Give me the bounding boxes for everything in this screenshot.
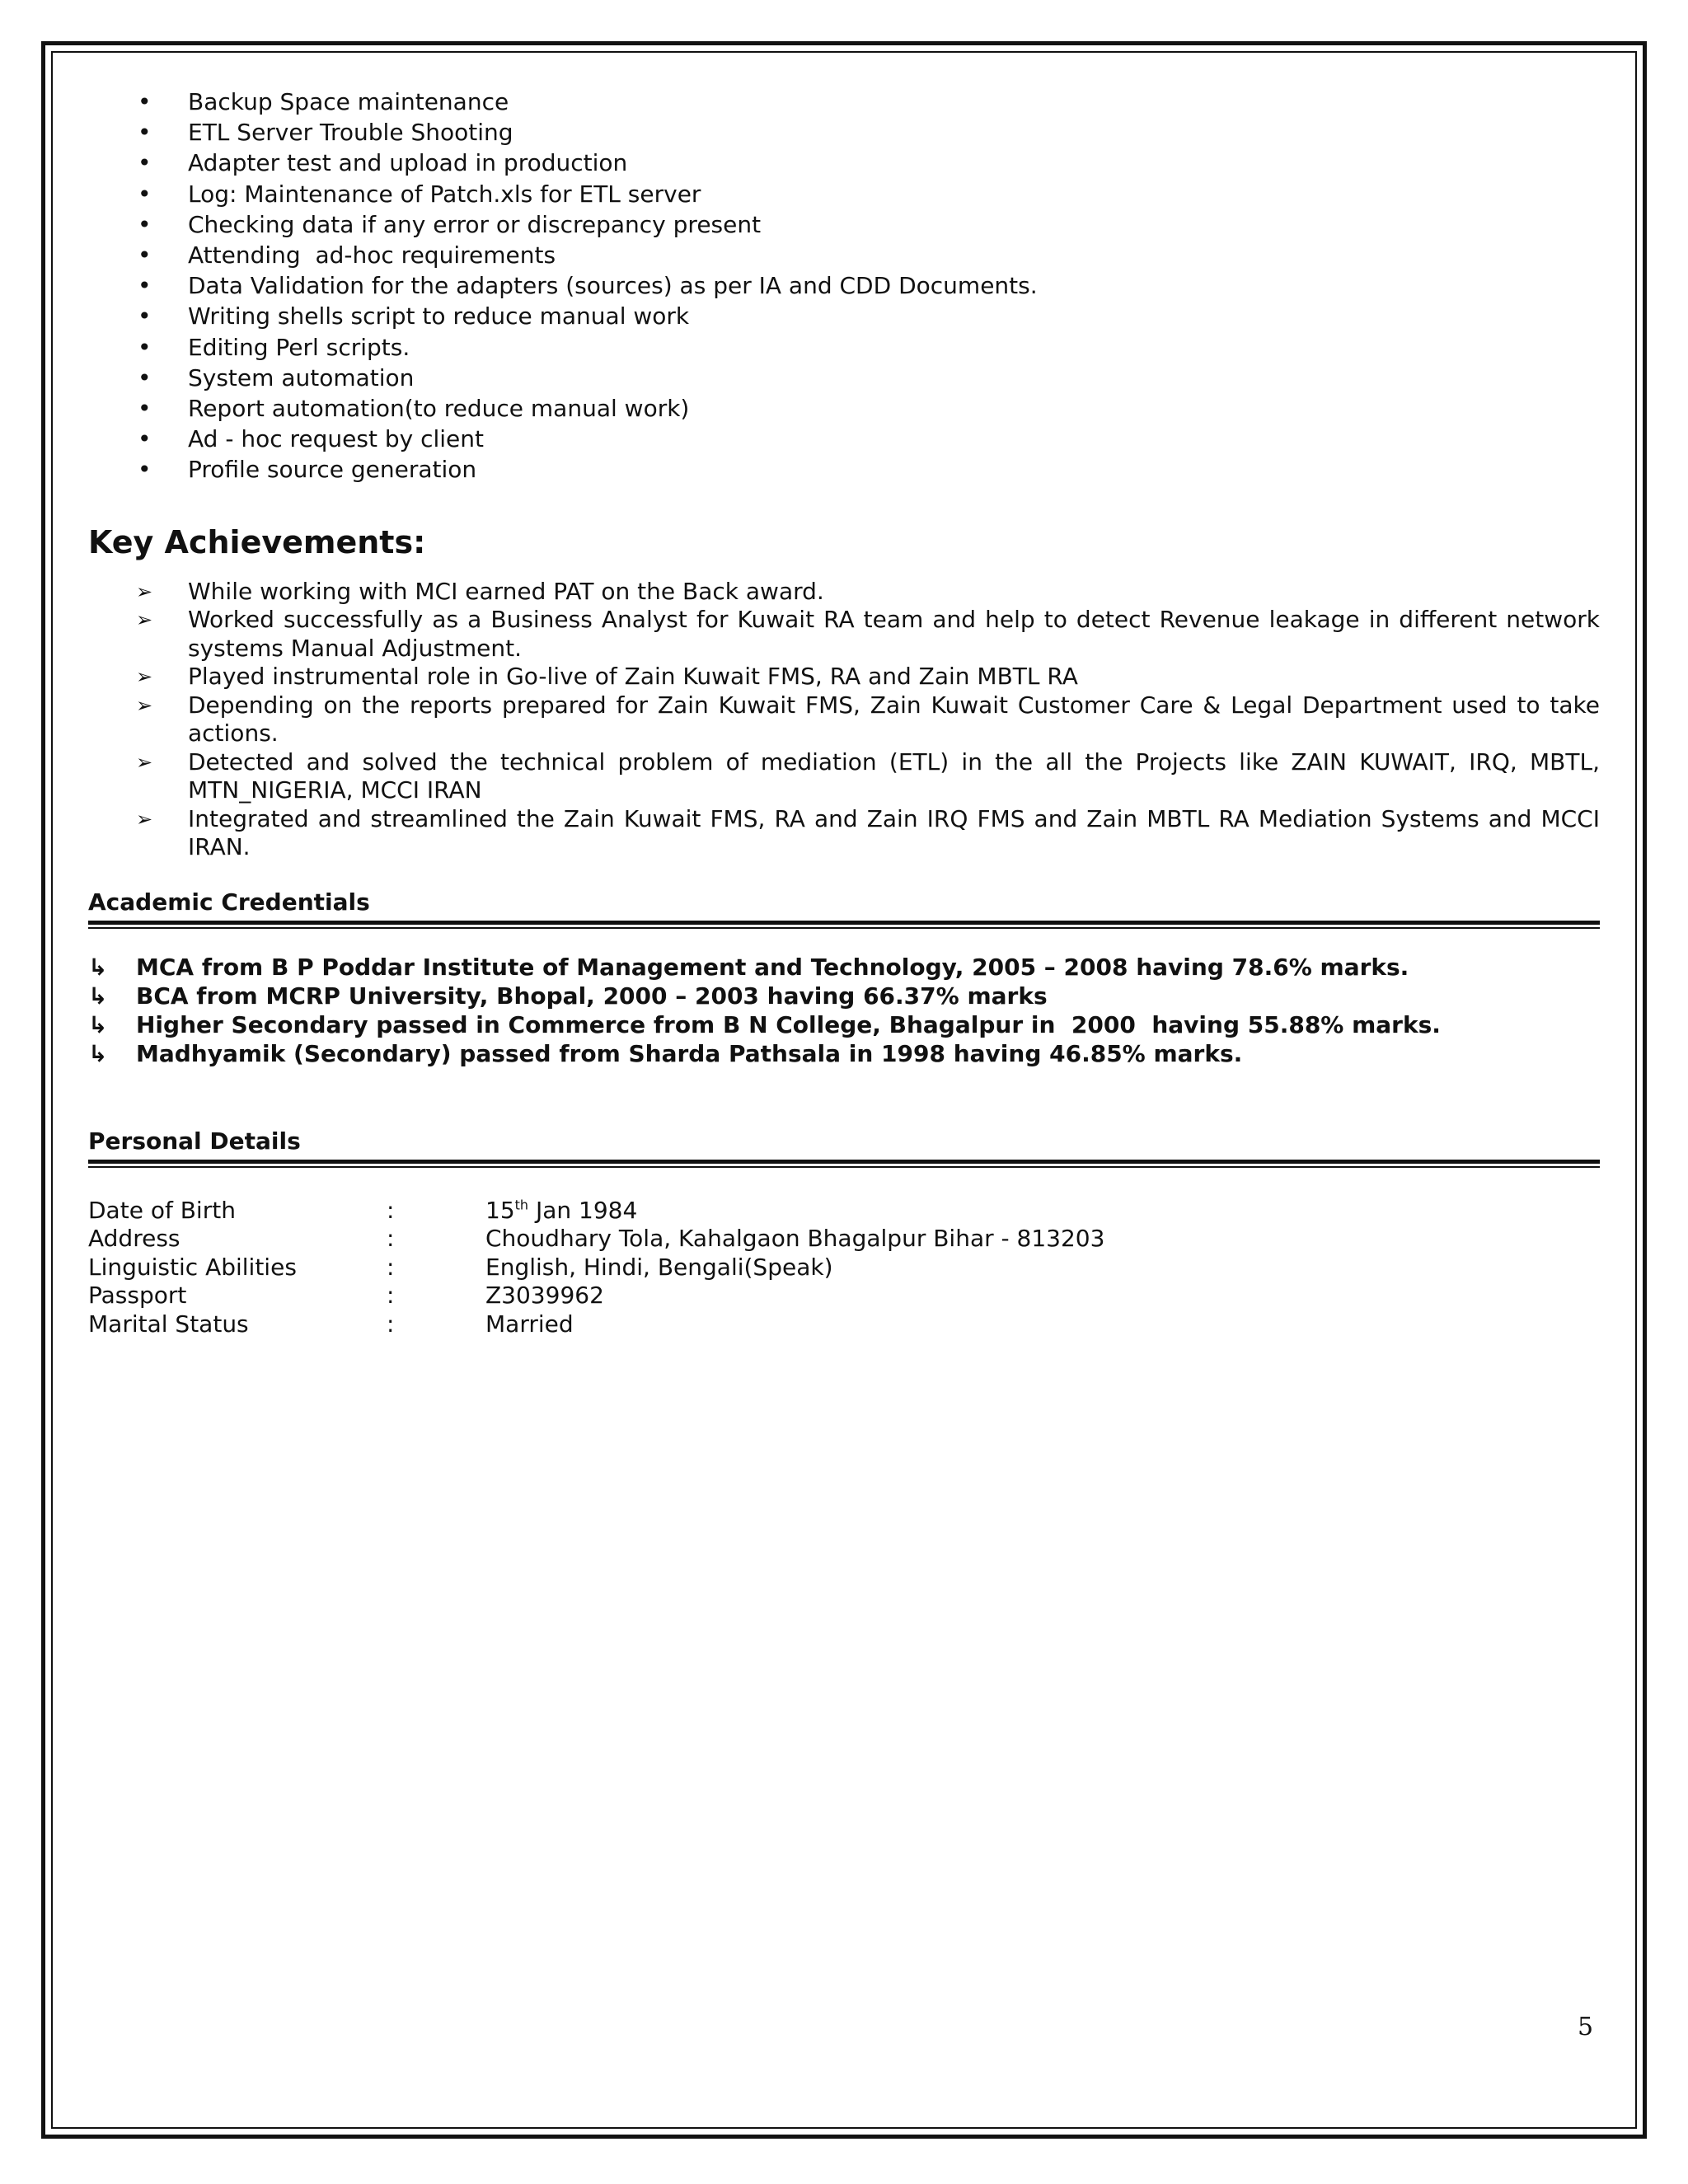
bullet-icon: • <box>138 119 152 147</box>
detail-row-languages <box>88 1254 1600 1282</box>
academic-credentials-heading: Academic Credentials <box>88 888 370 916</box>
detail-label: Date of Birth <box>88 1196 236 1224</box>
list-item: ➢ Played instrumental role in Go-live of Zain Kuwait FMS, RA and Zain MBTL RA <box>136 663 1078 691</box>
achievements-list <box>88 578 1600 862</box>
hook-arrow-icon: ↳ <box>88 982 108 1010</box>
list-item: • Checking data if any error or discrepancy present <box>88 209 1600 240</box>
list-item: • Report automation(to reduce manual work) <box>88 393 1600 424</box>
detail-value: Z3039962 <box>485 1282 604 1310</box>
bullet-icon: • <box>138 272 152 300</box>
bullet-icon: • <box>138 241 152 269</box>
list-item: ↳ BCA from MCRP University, Bhopal, 2000 – 2003 having 66.37% marks <box>88 982 1048 1010</box>
hook-arrow-icon: ↳ <box>88 1010 108 1038</box>
detail-separator: : <box>387 1310 395 1338</box>
detail-separator: : <box>387 1253 395 1281</box>
section-divider <box>88 1160 1600 1169</box>
detail-value: 15th Jan 1984 <box>485 1196 638 1224</box>
list-item: ↳ Higher Secondary passed in Commerce from B N College, Bhagalpur in 2000 having 55.88% marks. <box>88 1010 1441 1038</box>
detail-value: English, Hindi, Bengali(Speak) <box>485 1253 833 1281</box>
page-number: 5 <box>1578 2013 1594 2041</box>
list-item: ➢ Depending on the reports prepared for Zain Kuwait FMS, Zain Kuwait Customer Care & Legal Department used to take actions. <box>136 691 1600 748</box>
detail-row-marital-status <box>88 1310 1600 1339</box>
key-achievements-heading: Key Achievements: <box>88 523 426 560</box>
list-item: • Backup Space maintenance <box>88 87 1600 117</box>
list-item: ➢ Detected and solved the technical problem of mediation (ETL) in the all the Projects like ZAIN KUWAIT, IRQ, MBTL, MTN_NIGERIA, MCCI IRAN <box>136 748 1600 804</box>
detail-label: Marital Status <box>88 1310 249 1338</box>
list-item: • ETL Server Trouble Shooting <box>88 117 1600 148</box>
list-item: • Data Validation for the adapters (sources) as per IA and CDD Documents. <box>88 270 1600 301</box>
list-item: • Profile source generation <box>88 454 1600 485</box>
bullet-icon: • <box>138 456 152 484</box>
arrow-bullet-icon: ➢ <box>136 608 153 632</box>
hook-arrow-icon: ↳ <box>88 953 108 981</box>
list-item: ↳ Madhyamik (Secondary) passed from Sharda Pathsala in 1998 having 46.85% marks. <box>88 1039 1243 1067</box>
resume-page-content <box>88 87 1600 1338</box>
duties-list <box>88 87 1600 485</box>
detail-label: Address <box>88 1225 181 1253</box>
list-item: ➢ Integrated and streamlined the Zain Kuwait FMS, RA and Zain IRQ FMS and Zain MBTL RA Mediation Systems and MCCI IRAN. <box>136 804 1600 861</box>
personal-details-table <box>88 1197 1600 1339</box>
list-item: • System automation <box>88 363 1600 393</box>
academic-list <box>88 953 1600 1068</box>
arrow-bullet-icon: ➢ <box>136 750 153 774</box>
hook-arrow-icon: ↳ <box>88 1039 108 1067</box>
bullet-icon: • <box>138 210 152 238</box>
list-item: • Log: Maintenance of Patch.xls for ETL server <box>88 179 1600 209</box>
detail-row-address <box>88 1225 1600 1254</box>
list-item: • Adapter test and upload in production <box>88 148 1600 178</box>
detail-separator: : <box>387 1225 395 1253</box>
detail-row-dob <box>88 1197 1600 1226</box>
bullet-icon: • <box>138 149 152 177</box>
bullet-icon: • <box>138 363 152 391</box>
list-item: ➢ Worked successfully as a Business Analyst for Kuwait RA team and help to detect Revenue leakage in different network systems Manual Adjustment. <box>136 606 1600 662</box>
arrow-bullet-icon: ➢ <box>136 579 153 603</box>
section-divider <box>88 921 1600 930</box>
bullet-icon: • <box>138 302 152 330</box>
bullet-icon: • <box>138 395 152 423</box>
bullet-icon: • <box>138 180 152 208</box>
bullet-icon: • <box>138 88 152 115</box>
list-item: ➢ While working with MCI earned PAT on the Back award. <box>136 577 824 605</box>
list-item: • Editing Perl scripts. <box>88 332 1600 363</box>
arrow-bullet-icon: ➢ <box>136 665 153 689</box>
detail-separator: : <box>387 1196 395 1224</box>
personal-details-heading: Personal Details <box>88 1127 301 1155</box>
detail-row-passport <box>88 1282 1600 1310</box>
detail-value: Married <box>485 1310 574 1338</box>
detail-separator: : <box>387 1282 395 1310</box>
bullet-icon: • <box>138 425 152 453</box>
list-item: • Attending ad-hoc requirements <box>88 240 1600 270</box>
list-item: • Writing shells script to reduce manual work <box>88 301 1600 331</box>
detail-label: Passport <box>88 1282 187 1310</box>
detail-value: Choudhary Tola, Kahalgaon Bhagalpur Bihar - 813203 <box>485 1225 1105 1253</box>
bullet-icon: • <box>138 333 152 361</box>
list-item: • Ad - hoc request by client <box>88 424 1600 454</box>
detail-label: Linguistic Abilities <box>88 1253 297 1281</box>
list-item: ↳ MCA from B P Poddar Institute of Management and Technology, 2005 – 2008 having 78.6% marks. <box>88 953 1409 981</box>
arrow-bullet-icon: ➢ <box>136 807 153 831</box>
arrow-bullet-icon: ➢ <box>136 693 153 717</box>
